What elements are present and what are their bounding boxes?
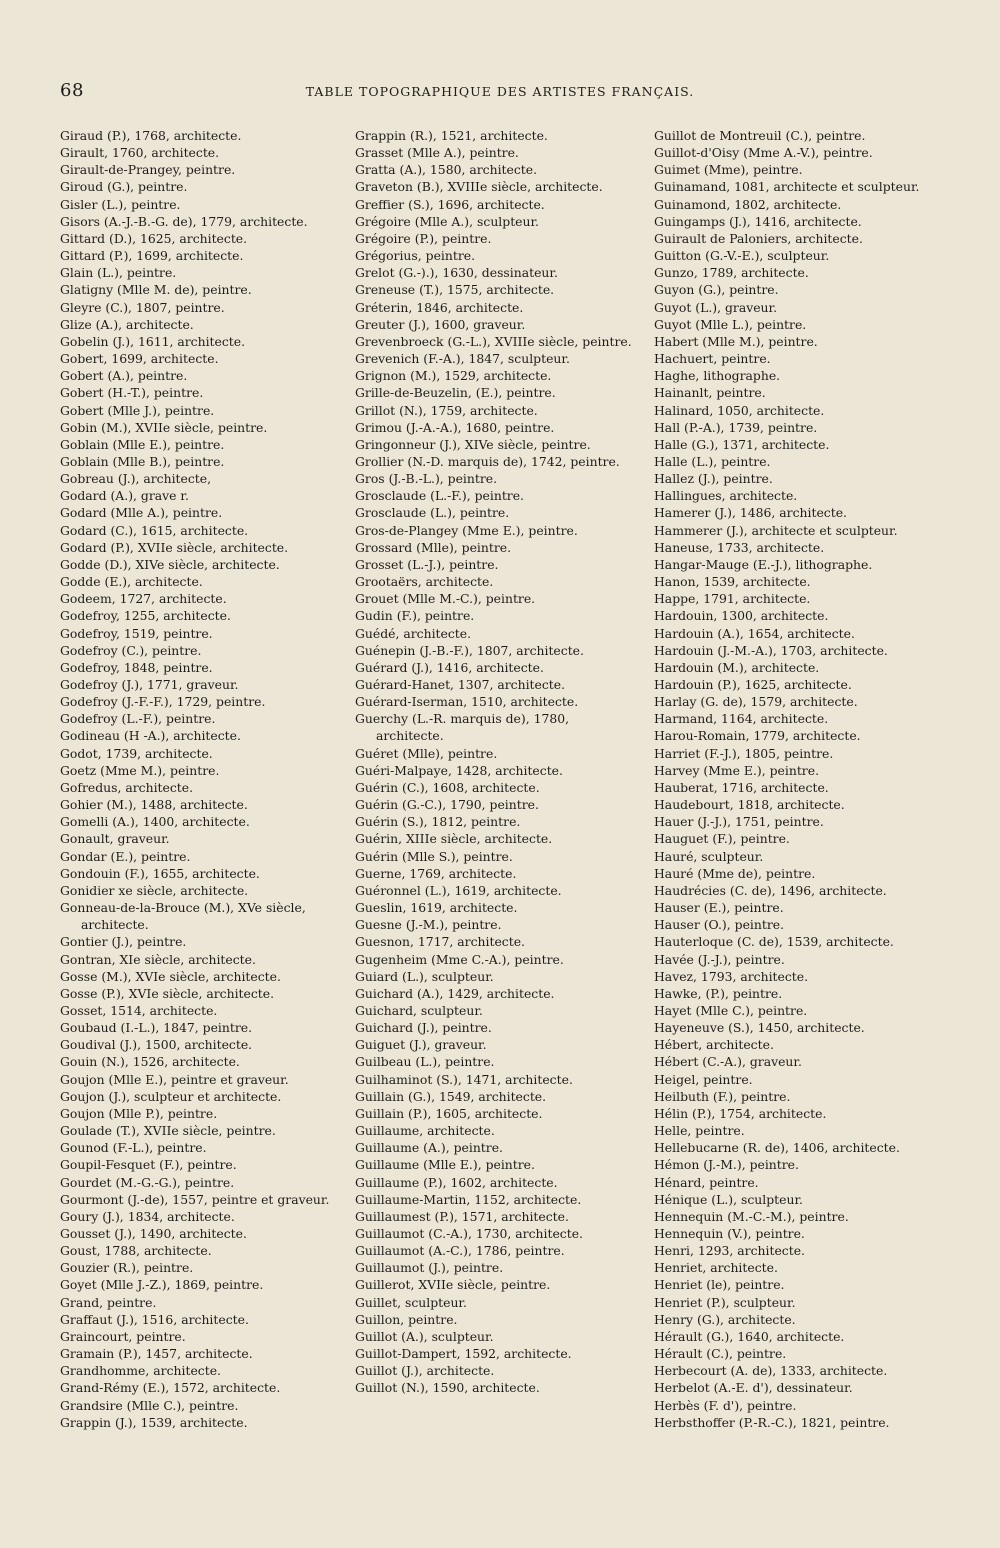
index-entry: Guillot-Dampert, 1592, architecte. xyxy=(355,1346,572,1362)
index-entry: Guérin (S.), 1812, peintre. xyxy=(355,814,521,830)
index-entry: Godineau (H -A.), architecte. xyxy=(60,728,241,744)
index-entry: Guérard-Iserman, 1510, architecte. xyxy=(355,694,579,710)
index-entry: Grandsire (Mlle C.), peintre. xyxy=(60,1397,239,1413)
index-entry: Guillain (P.), 1605, architecte. xyxy=(355,1105,543,1121)
index-entry: Guillot (A.), sculpteur. xyxy=(355,1328,494,1344)
index-entry: Hall (P.-A.), 1739, peintre. xyxy=(654,419,818,435)
index-entry: Hachuert, peintre. xyxy=(654,351,771,367)
index-entry: Hauré, sculpteur. xyxy=(654,848,764,864)
index-entry: Gugenheim (Mme C.-A.), peintre. xyxy=(355,951,564,967)
index-entry: Herbecourt (A. de), 1333, architecte. xyxy=(654,1363,888,1379)
index-entry: Greuter (J.), 1600, graveur. xyxy=(355,316,526,332)
index-entry: Gourdet (M.-G.-G.), peintre. xyxy=(60,1174,235,1190)
index-entry: Halle (L.), peintre. xyxy=(654,453,771,469)
index-entry: Gudin (F.), peintre. xyxy=(355,608,475,624)
index-entry: Gonidier xe siècle, architecte. xyxy=(60,882,249,898)
index-entry: Hardouin (P.), 1625, architecte. xyxy=(654,677,852,692)
index-entry: Guyot (L.), graveur. xyxy=(654,299,778,315)
index-entry: Harlay (G. de), 1579, architecte. xyxy=(654,694,858,710)
index-entry: Guirault de Paloniers, architecte. xyxy=(654,230,863,246)
index-entry: Godefroy (J.-F.-F.), 1729, peintre. xyxy=(60,694,266,710)
index-entry: Glatigny (Mlle M. de), peintre. xyxy=(60,282,252,298)
index-entry: Guerchy (L.-R. marquis de), 1780, architecte. xyxy=(355,711,570,744)
index-entry: Girault, 1760, architecte. xyxy=(60,145,220,161)
index-entry: Hallingues, architecte. xyxy=(654,488,798,504)
index-entry: Gonneau-de-la-Brouce (M.), XVe siècle, architecte. xyxy=(60,900,306,933)
index-entry: Gofredus, architecte. xyxy=(60,779,194,795)
index-entry: Grappin (R.), 1521, architecte. xyxy=(355,128,548,143)
index-entry: Gleyre (C.), 1807, peintre. xyxy=(60,299,225,315)
index-entry: Hénard, peintre. xyxy=(654,1174,759,1190)
index-entry: Henri, 1293, architecte. xyxy=(654,1243,805,1259)
index-entry: Gramain (P.), 1457, architecte. xyxy=(60,1346,253,1362)
index-entry: Gunzo, 1789, architecte. xyxy=(654,265,809,281)
index-entry: Godefroy, 1255, architecte. xyxy=(60,608,231,624)
index-entry: Gobin (M.), XVIIe siècle, peintre. xyxy=(60,419,268,435)
index-entry: Halle (G.), 1371, architecte. xyxy=(654,436,830,452)
index-entry: Guillaumot (J.), peintre. xyxy=(355,1260,504,1276)
index-entry: Hauser (E.), peintre. xyxy=(654,900,784,916)
index-entry: Grégoire (Mlle A.), sculpteur. xyxy=(355,213,539,229)
index-entry: Herbelot (A.-E. d'), dessinateur. xyxy=(654,1380,853,1396)
index-entry: Gratta (A.), 1580, architecte. xyxy=(355,162,538,178)
index-entry: Haudebourt, 1818, architecte. xyxy=(654,797,845,813)
index-entry: Guilhaminot (S.), 1471, architecte. xyxy=(355,1071,573,1087)
index-entry: Hardouin (J.-M.-A.), 1703, architecte. xyxy=(654,642,888,658)
index-entry: Grégoire (P.), peintre. xyxy=(355,230,492,246)
index-entry: Gouzier (R.), peintre. xyxy=(60,1260,194,1276)
index-entry: Grosset (L.-J.), peintre. xyxy=(355,556,499,572)
index-entry: Hallez (J.), peintre. xyxy=(654,471,773,487)
index-entry: Godefroy (L.-F.), peintre. xyxy=(60,711,216,727)
index-entry: Grelot (G.-).), 1630, dessinateur. xyxy=(355,265,558,281)
index-entry: Guérin, XIIIe siècle, architecte. xyxy=(355,831,553,847)
index-entry: Gobreau (J.), architecte, xyxy=(60,471,212,487)
index-entry: Greneuse (T.), 1575, architecte. xyxy=(355,282,555,298)
index-entry: Gondar (E.), peintre. xyxy=(60,848,191,864)
index-entry: Gros-de-Plangey (Mme E.), peintre. xyxy=(355,522,578,538)
index-entry: Halinard, 1050, architecte. xyxy=(654,402,825,418)
index-entry: Guillet, sculpteur. xyxy=(355,1294,467,1310)
index-entry: Guillon, peintre. xyxy=(355,1311,458,1327)
index-entry: Gondouin (F.), 1655, architecte. xyxy=(60,865,260,881)
index-entry: Gringonneur (J.), XIVe siècle, peintre. xyxy=(355,436,591,452)
index-entry: Gousset (J.), 1490, architecte. xyxy=(60,1226,247,1241)
page-header xyxy=(60,80,940,110)
index-entry: Gisors (A.-J.-B.-G. de), 1779, architecte. xyxy=(60,213,308,229)
index-entry: Guéronnel (L.), 1619, architecte. xyxy=(355,882,562,898)
index-entry: Guillaumest (P.), 1571, architecte. xyxy=(355,1208,569,1224)
column-2 xyxy=(355,127,638,1397)
index-entry: Grasset (Mlle A.), peintre. xyxy=(355,145,519,161)
index-entry: Godard (P.), XVIIe siècle, architecte. xyxy=(60,539,289,555)
index-entry: Guinamond, 1802, architecte. xyxy=(654,196,842,212)
index-entry: Harriet (F.-J.), 1805, peintre. xyxy=(654,745,834,761)
index-entry: Guéret (Mlle), peintre. xyxy=(355,745,498,761)
index-entry: Guichard (A.), 1429, architecte. xyxy=(355,985,555,1001)
index-entry: Goetz (Mme M.), peintre. xyxy=(60,762,220,778)
index-entry: Grevenich (F.-A.), 1847, sculpteur. xyxy=(355,351,570,367)
index-entry: Guillerot, XVIIe siècle, peintre. xyxy=(355,1277,551,1293)
index-entry: Godde (D.), XIVe siècle, architecte. xyxy=(60,556,280,572)
index-entry: Guichard (J.), peintre. xyxy=(355,1020,492,1036)
index-entry: Guyot (Mlle L.), peintre. xyxy=(654,316,807,332)
index-entry: Guillot-d'Oisy (Mme A.-V.), peintre. xyxy=(654,145,873,161)
index-entry: Guillaumot (C.-A.), 1730, architecte. xyxy=(355,1226,583,1241)
index-entry: Guillaume, architecte. xyxy=(355,1123,495,1139)
index-entry: Gittard (P.), 1699, architecte. xyxy=(60,248,244,264)
index-entry: Giraud (P.), 1768, architecte. xyxy=(60,128,242,143)
index-entry: Godeem, 1727, architecte. xyxy=(60,591,227,607)
index-entry: Graincourt, peintre. xyxy=(60,1328,186,1344)
index-entry: Hainanlt, peintre. xyxy=(654,385,766,401)
index-entry: Grossard (Mlle), peintre. xyxy=(355,539,512,555)
index-entry: Gomelli (A.), 1400, architecte. xyxy=(60,814,250,830)
index-entry: Goujon (J.), sculpteur et architecte. xyxy=(60,1088,282,1104)
index-entry: Godard (Mlle A.), peintre. xyxy=(60,505,223,521)
index-entry: Guillot (N.), 1590, architecte. xyxy=(355,1380,540,1396)
index-entry: Glain (L.), peintre. xyxy=(60,265,177,281)
index-entry: Goblain (Mlle B.), peintre. xyxy=(60,453,225,469)
index-entry: Grimou (J.-A.-A.), 1680, peintre. xyxy=(355,419,555,435)
index-entry: Gisler (L.), peintre. xyxy=(60,196,181,212)
index-entry: Hauguet (F.), peintre. xyxy=(654,831,790,847)
index-entry: Herbsthoffer (P.-R.-C.), 1821, peintre. xyxy=(654,1414,890,1430)
index-entry: Guiard (L.), sculpteur. xyxy=(355,968,494,984)
index-entry: Habert (Mlle M.), peintre. xyxy=(654,333,818,349)
index-entry: Greffier (S.), 1696, architecte. xyxy=(355,196,545,212)
index-entry: Goury (J.), 1834, architecte. xyxy=(60,1208,235,1224)
index-entry: Godefroy, 1848, peintre. xyxy=(60,659,213,675)
index-entry: Girault-de-Prangey, peintre. xyxy=(60,162,236,178)
index-entry: Guitton (G.-V.-E.), sculpteur. xyxy=(654,248,830,264)
index-entry: Hénique (L.), sculpteur. xyxy=(654,1191,803,1207)
index-entry: Hébert, architecte. xyxy=(654,1037,774,1053)
index-entry: Guillaume (Mlle E.), peintre. xyxy=(355,1157,535,1173)
index-entry: Gros (J.-B.-L.), peintre. xyxy=(355,471,498,487)
index-entry: Havez, 1793, architecte. xyxy=(654,968,809,984)
index-entry: Goyet (Mlle J.-Z.), 1869, peintre. xyxy=(60,1277,264,1293)
running-title: TABLE TOPOGRAPHIQUE DES ARTISTES FRANÇAIS. xyxy=(305,84,695,99)
index-entry: Guérard-Hanet, 1307, architecte. xyxy=(355,677,566,692)
index-entry: Gourmont (J.-de), 1557, peintre et graveur. xyxy=(60,1191,330,1207)
index-entry: Guillaume (A.), peintre. xyxy=(355,1140,503,1156)
index-entry: Hardouin, 1300, architecte. xyxy=(654,608,829,624)
index-entry: Gosse (P.), XVIe siècle, architecte. xyxy=(60,985,275,1001)
index-entry: Guérin (C.), 1608, architecte. xyxy=(355,779,540,795)
index-entry: Guérin (G.-C.), 1790, peintre. xyxy=(355,797,539,813)
index-entry: Goubaud (I.-L.), 1847, peintre. xyxy=(60,1020,253,1036)
index-entry: Guillain (G.), 1549, architecte. xyxy=(355,1088,547,1104)
index-entry: Goujon (Mlle P.), peintre. xyxy=(60,1105,218,1121)
index-entry: Guiguet (J.), graveur. xyxy=(355,1037,487,1053)
index-entry: Harvey (Mme E.), peintre. xyxy=(654,762,820,778)
index-entry: Gontier (J.), peintre. xyxy=(60,934,187,950)
index-entry: Gobelin (J.), 1611, architecte. xyxy=(60,333,246,349)
index-entry: Harou-Romain, 1779, architecte. xyxy=(654,728,861,744)
index-entry: Hellebucarne (R. de), 1406, architecte. xyxy=(654,1140,900,1156)
index-entry: Guillaumot (A.-C.), 1786, peintre. xyxy=(355,1243,565,1259)
index-entry: Grand-Rémy (E.), 1572, architecte. xyxy=(60,1380,281,1396)
index-entry: Gouin (N.), 1526, architecte. xyxy=(60,1054,240,1070)
column-3 xyxy=(654,127,937,1431)
index-entry: Grollier (N.-D. marquis de), 1742, peintre. xyxy=(355,453,620,469)
index-entry: Hangar-Mauge (E.-J.), lithographe. xyxy=(654,556,873,572)
index-entry: Godefroy (C.), peintre. xyxy=(60,642,202,658)
index-entry: Henriet (P.), sculpteur. xyxy=(654,1294,796,1310)
index-entry: Gontran, XIe siècle, architecte. xyxy=(60,951,256,967)
index-entry: Hélin (P.), 1754, architecte. xyxy=(654,1105,827,1121)
index-entry: Hébert (C.-A.), graveur. xyxy=(654,1054,802,1070)
index-entry: Guillaume-Martin, 1152, architecte. xyxy=(355,1191,582,1207)
index-entry: Hémon (J.-M.), peintre. xyxy=(654,1157,799,1173)
index-entry: Gobert (Mlle J.), peintre. xyxy=(60,402,215,418)
index-entry: Graffaut (J.), 1516, architecte. xyxy=(60,1311,249,1327)
index-entry: Haneuse, 1733, architecte. xyxy=(654,539,825,555)
index-entry: Heigel, peintre. xyxy=(654,1071,753,1087)
index-entry: Guesne (J.-M.), peintre. xyxy=(355,917,502,933)
index-entry: Grevenbroeck (G.-L.), XVIIIe siècle, peintre. xyxy=(355,333,632,349)
index-entry: Guerne, 1769, architecte. xyxy=(355,865,517,881)
index-entry: Gueslin, 1619, architecte. xyxy=(355,900,518,916)
index-entry: Grosclaude (L.), peintre. xyxy=(355,505,510,521)
index-entry: Guédé, architecte. xyxy=(355,625,472,641)
index-entry: Grootaërs, architecte. xyxy=(355,574,494,590)
index-entry: Gosse (M.), XVIe siècle, architecte. xyxy=(60,968,281,984)
index-entry: Grosclaude (L.-F.), peintre. xyxy=(355,488,524,504)
index-entry: Gobert, 1699, architecte. xyxy=(60,351,219,367)
index-entry: Gréterin, 1846, architecte. xyxy=(355,299,524,315)
index-entry: Hennequin (V.), peintre. xyxy=(654,1226,805,1241)
index-entry: Grillot (N.), 1759, architecte. xyxy=(355,402,538,418)
index-entry: Guesnon, 1717, architecte. xyxy=(355,934,525,950)
index-entry: Guingamps (J.), 1416, architecte. xyxy=(654,213,862,229)
index-entry: Goujon (Mlle E.), peintre et graveur. xyxy=(60,1071,289,1087)
index-entry: Gittard (D.), 1625, architecte. xyxy=(60,230,248,246)
index-entry: Glize (A.), architecte. xyxy=(60,316,194,332)
index-entry: Hardouin (M.), architecte. xyxy=(654,659,820,675)
index-entry: Hauer (J.-J.), 1751, peintre. xyxy=(654,814,824,830)
index-entry: Guérin (Mlle S.), peintre. xyxy=(355,848,513,864)
index-entry: Guimet (Mme), peintre. xyxy=(654,162,803,178)
index-entry: Gobert (A.), peintre. xyxy=(60,368,188,384)
index-entry: Hammerer (J.), architecte et sculpteur. xyxy=(654,522,898,538)
index-entry: Hardouin (A.), 1654, architecte. xyxy=(654,625,855,641)
index-entry: Grand, peintre. xyxy=(60,1294,157,1310)
index-entry: Grappin (J.), 1539, architecte. xyxy=(60,1414,248,1430)
index-entry: Hayet (Mlle C.), peintre. xyxy=(654,1002,808,1018)
index-entry: Gosset, 1514, architecte. xyxy=(60,1002,218,1018)
index-entry: Grille-de-Beuzelin, (E.), peintre. xyxy=(355,385,556,401)
index-entry: Guinamand, 1081, architecte et sculpteur. xyxy=(654,179,920,195)
index-entry: Goulade (T.), XVIIe siècle, peintre. xyxy=(60,1123,276,1139)
index-entry: Guilbeau (L.), peintre. xyxy=(355,1054,495,1070)
index-entry: Grandhomme, architecte. xyxy=(60,1363,221,1379)
index-entry: Heilbuth (F.), peintre. xyxy=(654,1088,791,1104)
index-entry: Hauré (Mme de), peintre. xyxy=(654,865,816,881)
page-number: 68 xyxy=(60,80,84,101)
index-entry: Helle, peintre. xyxy=(654,1123,745,1139)
index-entry: Godde (E.), architecte. xyxy=(60,574,203,590)
index-entry: Hayeneuve (S.), 1450, architecte. xyxy=(654,1020,865,1036)
index-entry: Guyon (G.), peintre. xyxy=(654,282,779,298)
index-entry: Hérault (C.), peintre. xyxy=(654,1346,787,1362)
index-entry: Guichard, sculpteur. xyxy=(355,1002,483,1018)
index-entry: Godot, 1739, architecte. xyxy=(60,745,213,761)
index-entry: Goblain (Mlle E.), peintre. xyxy=(60,436,225,452)
index-entry: Herbès (F. d'), peintre. xyxy=(654,1397,797,1413)
index-entry: Hennequin (M.-C.-M.), peintre. xyxy=(654,1208,849,1224)
index-entry: Havée (J.-J.), peintre. xyxy=(654,951,785,967)
index-entry: Happe, 1791, architecte. xyxy=(654,591,811,607)
index-entry: Hawke, (P.), peintre. xyxy=(654,985,783,1001)
index-entry: Guénepin (J.-B.-F.), 1807, architecte. xyxy=(355,642,584,658)
index-entry: Henriet (le), peintre. xyxy=(654,1277,785,1293)
index-entry: Guillaume (P.), 1602, architecte. xyxy=(355,1174,558,1190)
index-entry: Graveton (B.), XVIIIe siècle, architecte. xyxy=(355,179,603,195)
index-entry: Hamerer (J.), 1486, architecte. xyxy=(654,505,847,521)
index-entry: Grégorius, peintre. xyxy=(355,248,476,264)
index-entry: Guérard (J.), 1416, architecte. xyxy=(355,659,544,675)
index-entry: Hauberat, 1716, architecte. xyxy=(654,779,829,795)
index-entry: Guillot (J.), architecte. xyxy=(355,1363,495,1379)
index-entry: Godard (C.), 1615, architecte. xyxy=(60,522,249,538)
index-entry: Gobert (H.-T.), peintre. xyxy=(60,385,204,401)
index-entry: Godard (A.), grave r. xyxy=(60,488,189,504)
column-1 xyxy=(60,127,342,1431)
index-entry: Godefroy (J.), 1771, graveur. xyxy=(60,677,239,692)
index-entry: Hauser (O.), peintre. xyxy=(654,917,785,933)
index-entry: Goudival (J.), 1500, architecte. xyxy=(60,1037,253,1053)
index-entry: Haghe, lithographe. xyxy=(654,368,781,384)
index-entry: Godefroy, 1519, peintre. xyxy=(60,625,213,641)
index-entry: Hérault (G.), 1640, architecte. xyxy=(654,1328,845,1344)
index-entry: Hanon, 1539, architecte. xyxy=(654,574,811,590)
index-entry: Gonault, graveur. xyxy=(60,831,170,847)
index-entry: Hauterloque (C. de), 1539, architecte. xyxy=(654,934,894,950)
index-entry: Grignon (M.), 1529, architecte. xyxy=(355,368,552,384)
index-entry: Harmand, 1164, architecte. xyxy=(654,711,829,727)
index-entry: Goupil-Fesquet (F.), peintre. xyxy=(60,1157,237,1173)
index-entry: Gounod (F.-L.), peintre. xyxy=(60,1140,207,1156)
index-entry: Grouet (Mlle M.-C.), peintre. xyxy=(355,591,536,607)
index-entry: Goust, 1788, architecte. xyxy=(60,1243,212,1259)
index-entry: Guéri-Malpaye, 1428, architecte. xyxy=(355,762,563,778)
index-entry: Haudrécies (C. de), 1496, architecte. xyxy=(654,882,887,898)
index-entry: Gohier (M.), 1488, architecte. xyxy=(60,797,248,813)
index-entry: Henriet, architecte. xyxy=(654,1260,778,1276)
index-entry: Henry (G.), architecte. xyxy=(654,1311,796,1327)
index-entry: Giroud (G.), peintre. xyxy=(60,179,188,195)
index-entry: Guillot de Montreuil (C.), peintre. xyxy=(654,128,866,143)
